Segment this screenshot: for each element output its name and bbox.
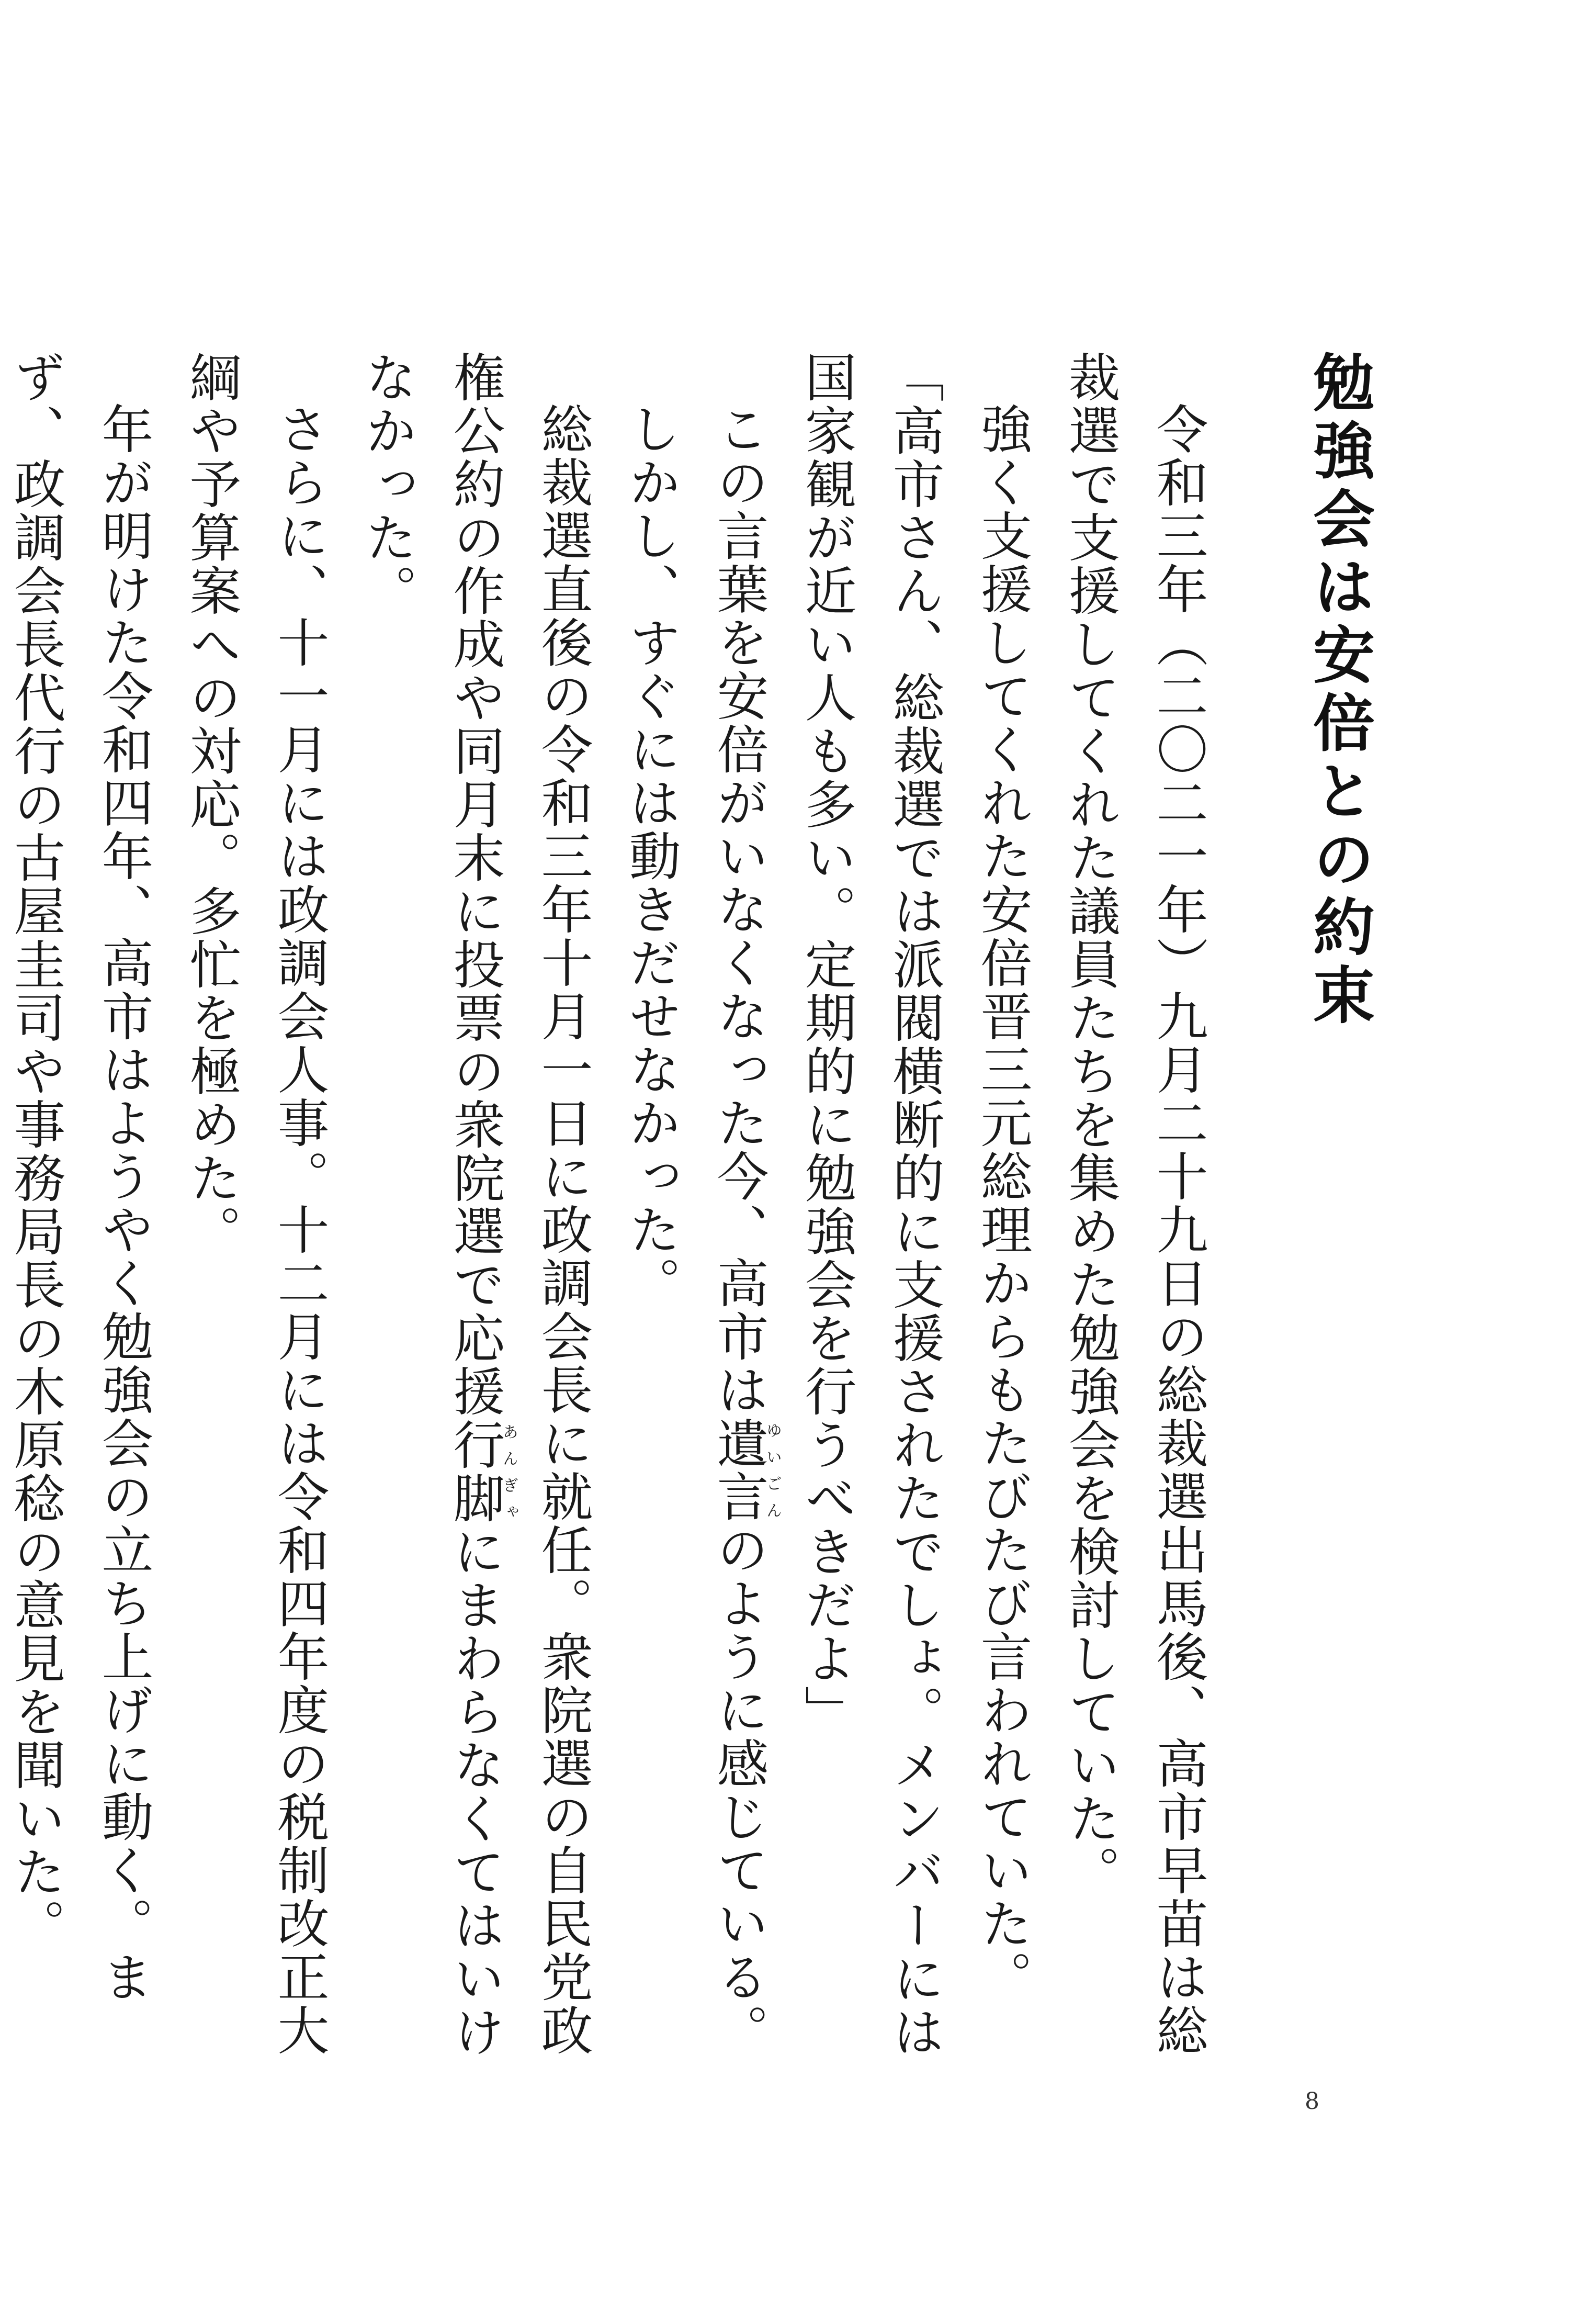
paragraph: しかし、すぐには動きだせなかった。 <box>620 402 681 1310</box>
ruby-word: 遺言ゆいごん <box>708 1417 782 1523</box>
paragraph-text: 総裁選直後の令和三年十月一日に政調会長に就任。衆院選の自民党政権公約の作成や同月末に投票の衆院選で応援 <box>445 351 593 2057</box>
page-number: 8 <box>1305 2088 1319 2115</box>
paragraph: 令和三年（二〇二一年）九月二十九日の総裁選出馬後、高市早苗は総裁選で支援してくれた議員たちを集めた勉強会を検討していた。 <box>1060 351 1208 2057</box>
paragraph-text: にまわらなくてはいけなかった。 <box>357 351 505 2059</box>
section-title: 勉強会は安倍との約束 <box>1303 351 1376 1031</box>
paragraph: 強く支援してくれた安倍晋三元総理からもたびたび言われていた。 <box>972 402 1032 2004</box>
paragraph <box>343 351 606 2078</box>
paragraph-text: この言葉を安倍がいなくなった今、高市は <box>708 402 769 1417</box>
paragraph: さらに、十一月には政調会人事。十二月には令和四年度の税制改正大綱や予算案への対応。多忙を極めた。 <box>181 351 329 2057</box>
ruby-reading: ゆいごん <box>763 1417 782 1523</box>
ruby-word: 行脚あんぎゃ <box>445 1418 518 1525</box>
paragraph: 年が明けた令和四年、高市はようやく勉強会の立ち上げに動く。まず、政調会長代行の古屋圭司や事務局長の木原稔の意見を聞いた。 <box>5 351 153 2004</box>
paragraph-text: のように感じている。 <box>708 1523 769 2057</box>
paragraph <box>694 351 782 2078</box>
body-text <box>5 351 1222 2078</box>
quote-paragraph: 「高市さん、総裁選では派閥横断的に支援されたでしょ。メンバーには国家観が近い人も多い。定期的に勉強会を行うべきだよ」 <box>796 351 944 2059</box>
ruby-reading: あんぎゃ <box>500 1418 518 1525</box>
